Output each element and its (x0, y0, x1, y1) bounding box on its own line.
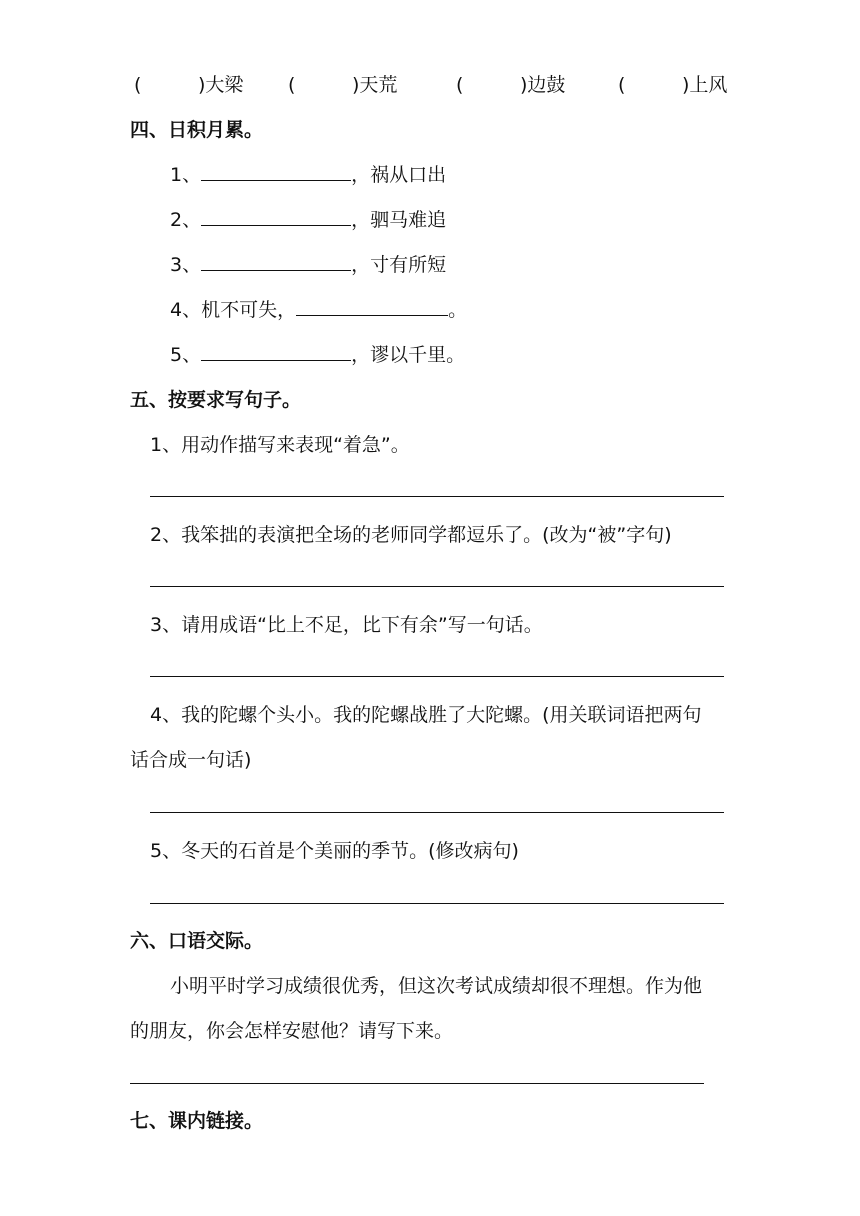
paren-open: ( (456, 74, 464, 96)
section5-question-1: 1、用动作描写来表现“着急”。 (150, 434, 410, 456)
item-suffix: ，驷马难追 (351, 209, 447, 231)
idiom-item-3 (456, 72, 565, 98)
paren-open: ( (134, 74, 142, 96)
idiom-item-2 (288, 72, 397, 98)
item-suffix: 。 (448, 299, 468, 321)
item-prefix: 5、 (170, 344, 202, 366)
paren-close: ) (682, 74, 690, 96)
idiom-item-4 (618, 72, 727, 98)
answer-line-4[interactable] (150, 812, 724, 813)
section5-question-4-cont: 话合成一句话) (130, 749, 252, 771)
section5-title: 五、按要求写句子。 (130, 389, 302, 411)
answer-line-2[interactable] (150, 586, 724, 587)
answer-blank[interactable] (201, 252, 351, 271)
item-prefix: 3、 (170, 254, 202, 276)
section5-question-4: 4、我的陀螺个头小。我的陀螺战胜了大陀螺。(用关联词语把两句 (150, 704, 702, 726)
item-prefix: 1、 (170, 164, 202, 186)
answer-line-6[interactable] (130, 1083, 704, 1084)
item-suffix: ，寸有所短 (351, 254, 447, 276)
answer-blank[interactable] (201, 207, 351, 226)
section5-question-3: 3、请用成语“比上不足，比下有余”写一句话。 (150, 614, 543, 636)
paren-open: ( (618, 74, 626, 96)
paren-open: ( (288, 74, 296, 96)
section6-paragraph-line2: 的朋友，你会怎样安慰他？请写下来。 (130, 1020, 454, 1042)
section4-item-4 (170, 297, 467, 323)
idiom-item-1 (134, 72, 243, 98)
idiom-text: 大梁 (205, 74, 244, 96)
section6-paragraph-line1: 小明平时学习成绩很优秀，但这次考试成绩却很不理想。作为他 (170, 975, 703, 997)
item-suffix: ，祸从口出 (351, 164, 447, 186)
answer-blank[interactable] (201, 162, 351, 181)
paren-close: ) (352, 74, 360, 96)
idiom-text: 边鼓 (527, 74, 566, 96)
item-suffix: ，谬以千里。 (351, 344, 466, 366)
section7-title: 七、课内链接。 (130, 1110, 264, 1132)
paren-close: ) (198, 74, 206, 96)
answer-line-3[interactable] (150, 676, 724, 677)
idiom-text: 上风 (689, 74, 728, 96)
item-prefix: 2、 (170, 209, 202, 231)
item-prefix: 4、机不可失， (170, 299, 297, 321)
section6-title: 六、口语交际。 (130, 930, 264, 952)
section5-question-5: 5、冬天的石首是个美丽的季节。(修改病句) (150, 840, 519, 862)
section4-title: 四、日积月累。 (130, 119, 264, 141)
paren-close: ) (520, 74, 528, 96)
idiom-text: 天荒 (359, 74, 398, 96)
section4-item-3 (170, 252, 446, 278)
answer-blank[interactable] (296, 297, 448, 316)
section5-question-2: 2、我笨拙的表演把全场的老师同学都逗乐了。(改为“被”字句) (150, 524, 672, 546)
section4-item-2 (170, 207, 446, 233)
section4-item-1 (170, 162, 446, 188)
answer-line-5[interactable] (150, 903, 724, 904)
answer-blank[interactable] (201, 342, 351, 361)
section4-item-5 (170, 342, 465, 368)
answer-line-1[interactable] (150, 496, 724, 497)
